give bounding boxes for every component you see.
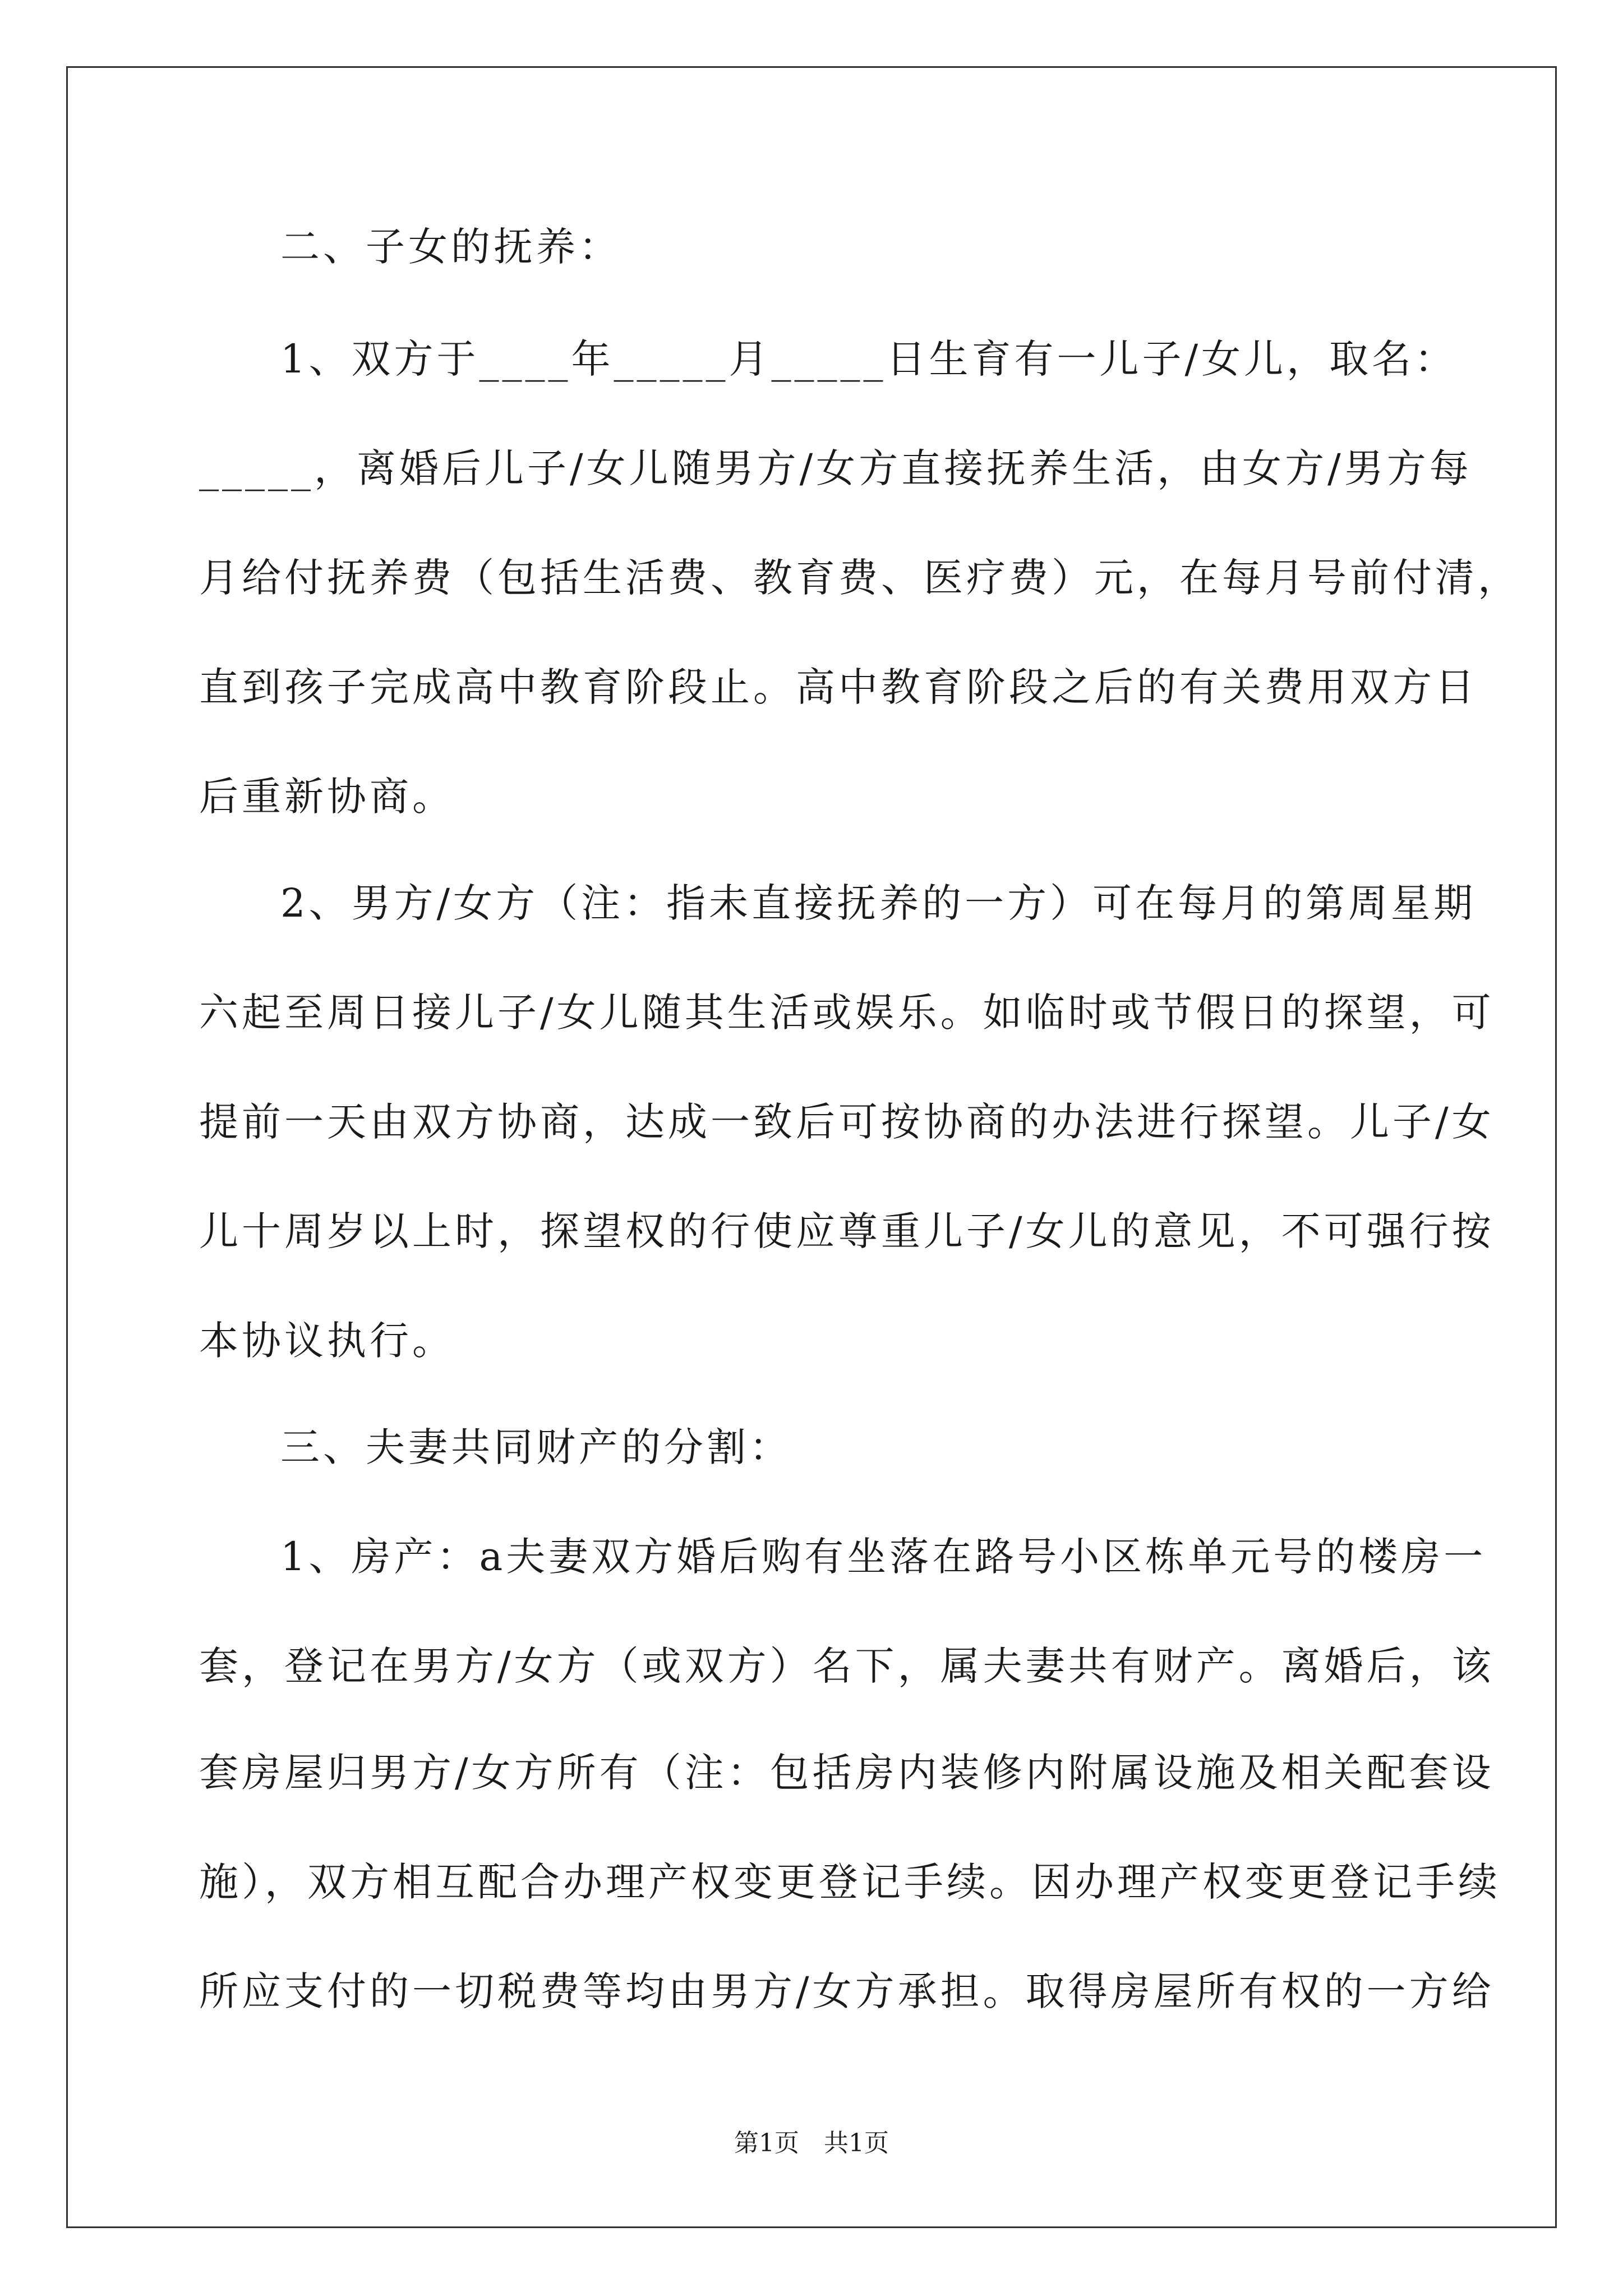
paragraph-line: 1、双方于____年_____月_____日生育有一儿子/女儿，取名： bbox=[280, 336, 1458, 382]
paragraph-line: 施），双方相互配合办理产权变更登记手续。因办理产权变更登记手续 bbox=[199, 1859, 1501, 1905]
paragraph-line: 所应支付的一切税费等均由男方/女方承担。取得房屋所有权的一方给 bbox=[199, 1968, 1495, 2014]
paragraph-line: 直到孩子完成高中教育阶段止。高中教育阶段之后的有关费用双方日 bbox=[199, 664, 1478, 710]
paragraph-line: 套，登记在男方/女方（或双方）名下，属夫妻共有财产。离婚后，该 bbox=[199, 1643, 1495, 1689]
paragraph-line: 后重新协商。 bbox=[199, 774, 455, 820]
paragraph-line: 提前一天由双方协商，达成一致后可按协商的办法进行探望。儿子/女 bbox=[199, 1099, 1495, 1145]
paragraph-line: 六起至周日接儿子/女儿随其生活或娱乐。如临时或节假日的探望，可 bbox=[199, 990, 1495, 1036]
paragraph-line: 2、男方/女方（注：指未直接抚养的一方）可在每月的第周星期 bbox=[280, 880, 1477, 926]
page-number-footer: 第1页 共1页 bbox=[734, 2129, 889, 2157]
paragraph-line: 儿十周岁以上时，探望权的行使应尊重儿子/女儿的意见，不可强行按 bbox=[199, 1208, 1495, 1254]
paragraph-line: 本协议执行。 bbox=[199, 1318, 455, 1364]
paragraph-line: 月给付抚养费（包括生活费、教育费、医疗费）元，在每月号前付清， bbox=[199, 555, 1520, 601]
paragraph-line: 套房屋归男方/女方所有（注：包括房内装修内附属设施及相关配套设 bbox=[199, 1750, 1495, 1796]
paragraph-line: _____，离婚后儿子/女儿随男方/女方直接抚养生活，由女方/男方每 bbox=[199, 445, 1472, 491]
paragraph-line: 1、房产：a夫妻双方婚后购有坐落在路号小区栋单元号的楼房一 bbox=[280, 1534, 1487, 1580]
section-heading-property-division: 三、夫妻共同财产的分割： bbox=[280, 1424, 792, 1470]
section-heading-child-custody: 二、子女的抚养： bbox=[280, 224, 621, 270]
